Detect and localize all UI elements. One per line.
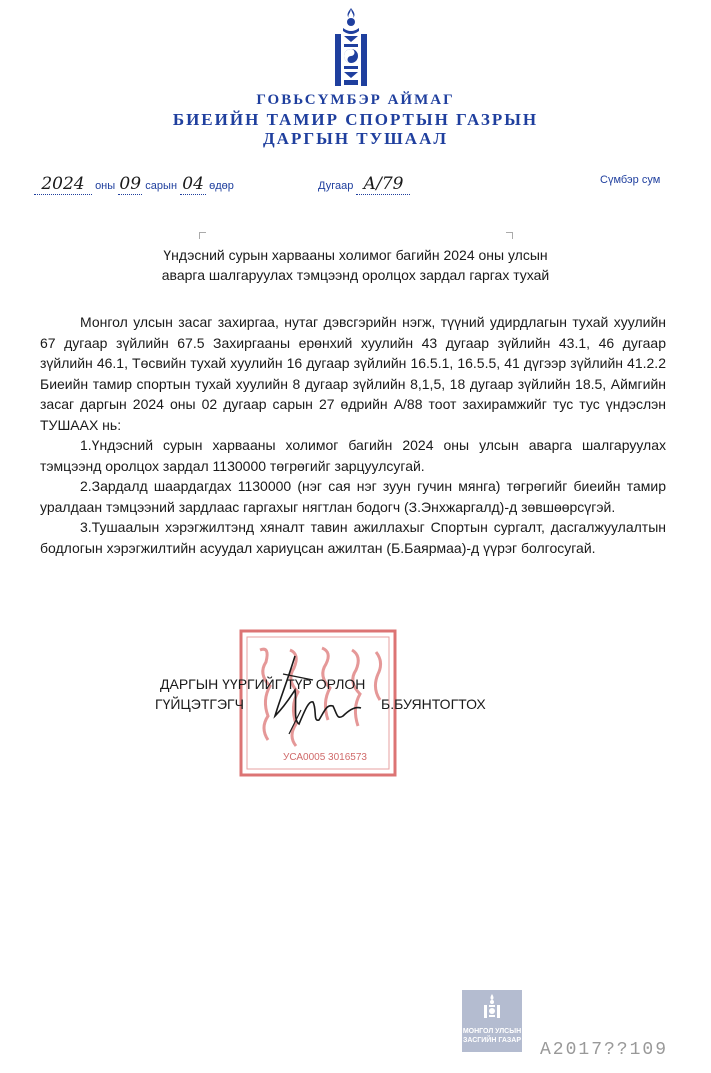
date-day: 04: [180, 174, 206, 195]
handwritten-signature: [255, 650, 365, 740]
signatory-title-line-2: ГҮЙЦЭТГЭГЧ: [155, 696, 244, 712]
subject-line-2: аварга шалгаруулах тэмцээнд оролцох зардал гаргах тухай: [161, 267, 550, 283]
date-year: 2024: [34, 174, 92, 195]
subject-line-1: Үндэсний сурын харвааны холимог багийн 2024 оны улсын: [163, 247, 548, 263]
logo-text-line-2: ЗАСГИЙН ГАЗАР: [462, 1037, 522, 1044]
registry-number: А2017??109: [540, 1040, 669, 1060]
signatory-title-line-1: ДАРГЫН ҮҮРГИЙГ ТҮР ОРЛОН: [160, 676, 366, 692]
date-month-suffix: сарын: [145, 180, 178, 192]
government-emblem-icon: [482, 994, 502, 1018]
signatory-name: Б.БУЯНТОГТОХ: [381, 696, 486, 712]
order-item-3: 3.Тушаалын хэрэгжилтэнд хяналт тавин ажиллахыг Спортын сургалт, дасгалжуулалтын бодлогын хэрэгжилтийн асуудал хариуцсан ажилтан (Б.Баярмаа)-д үүрэг болгосугай.: [40, 519, 666, 556]
title-corner-right: [506, 232, 513, 239]
document-date: [34, 174, 234, 195]
org-line-aimag: ГОВЬСҮМБЭР АЙМАГ: [256, 92, 455, 108]
date-month: 09: [119, 174, 142, 194]
document-subject: [100, 245, 611, 285]
date-day-suffix: өдөр: [209, 180, 234, 192]
body-intro-paragraph: Монгол улсын засаг захиргаа, нутаг дэвсгэрийн нэгж, түүний удирдлагын тухай хуулийн 67 дугаар зүйлийн 67.5 Захиргааны ерөнхий хуулийн 43 дугаар зүйлийн 43.1, 46 дугаар зүйлийн 46.1, Төсвийн тухай хуулийн 16 дугаар зүйлийн 16.5.1, 16.5.5, 41 дүгээр зүйлийн 41.2.2 Биеийн тамир спортын тухай хуулийн 8 дугаар зүйлийн 8,1,5, 18 дугаар зүйлийн 18.5, Аймгийн засаг даргын 2024 оны 02 дугаар сарын 27 өдрийн А/88 тоот захирамжийг тус тус үндэслэн ТУШААХ нь:: [40, 314, 666, 433]
number-label: Дугаар: [318, 180, 354, 192]
document-place: Сүмбэр сум: [600, 174, 661, 186]
date-year-suffix: оны: [95, 180, 116, 192]
document-body: [40, 312, 666, 558]
stamp-number: УСА0005 3016573: [283, 752, 367, 763]
order-item-1: 1.Үндэсний сурын харвааны холимог багийн 2024 оны улсын аварга шалгаруулах тэмцээнд оролцох зардал 1130000 төгрөгийг зарцуулсугай.: [40, 437, 666, 474]
document-type-title: ДАРГЫН ТУШААЛ: [262, 129, 449, 148]
logo-text-line-1: МОНГОЛ УЛСЫН: [462, 1028, 522, 1035]
org-line-department: БИЕИЙН ТАМИР СПОРТЫН ГАЗРЫН: [172, 110, 539, 129]
document-number: [318, 174, 410, 195]
title-corner-left: [199, 232, 206, 239]
soyombo-emblem-icon: [331, 6, 371, 92]
order-item-2: 2.Зардалд шаардагдах 1130000 (нэг сая нэг зуун гучин мянга) төгрөгийг биеийн тамир уралдаан тэмцээний зардлаас гаргахыг нягтлан бодогч (З.Энхжаргалд)-д зөвшөөрсүгэй.: [40, 478, 666, 515]
number-value: А/79: [356, 174, 410, 195]
